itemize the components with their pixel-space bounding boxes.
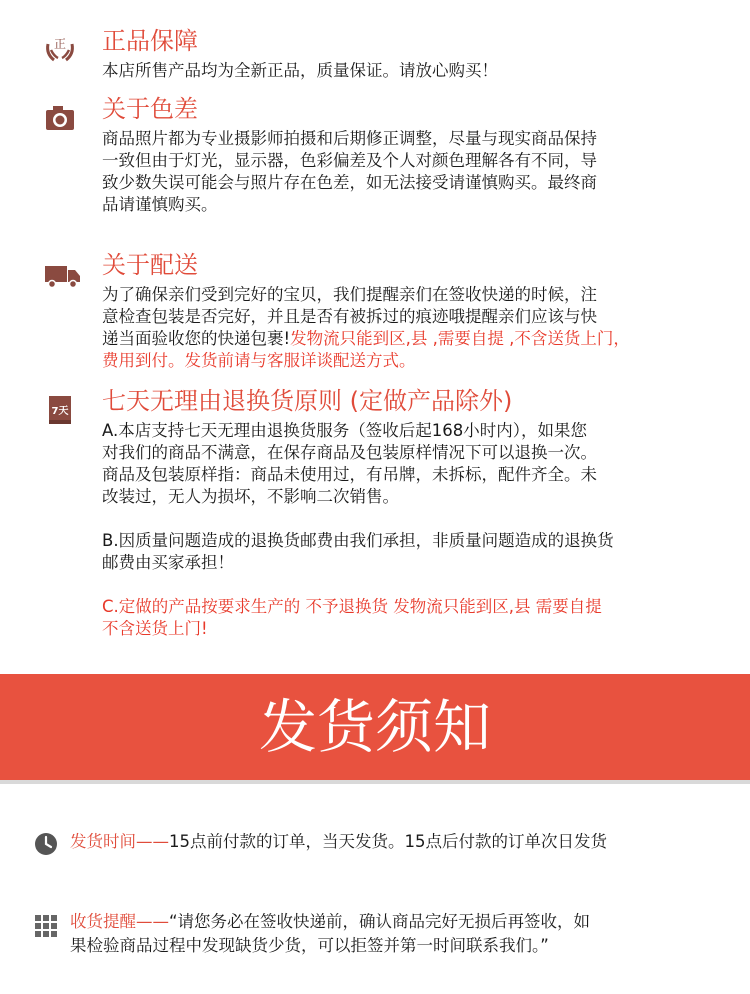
note-text: 15点前付款的订单，当天发货。15点后付款的订单次日发货: [169, 832, 607, 851]
section-title: 正品保障: [102, 27, 198, 55]
note-label: 发货时间——: [70, 832, 169, 851]
color-difference-section: [0, 92, 750, 242]
section-title: 七天无理由退换货原则 (定做产品除外): [102, 387, 513, 415]
warning-line: C.定做的产品按要求生产的 不予退换货 发物流只能到区,县 需要自提: [102, 597, 602, 616]
icon-label: 正: [53, 37, 67, 51]
body-line: A.本店支持七天无理由退换货服务（签收后起168小时内），如果您: [102, 421, 587, 440]
body-line: 致少数失误可能会与照片存在色差，如无法接受请谨慎购买。最终商: [102, 173, 597, 192]
body-text: 递当面验收您的快递包裹!: [102, 329, 291, 348]
section-body: [102, 284, 742, 372]
body-line: 改装过，无人为损坏，不影响二次销售。: [102, 487, 399, 506]
body-line: 本店所售产品均为全新正品，质量保证。请放心购买！: [102, 61, 498, 80]
banner-divider: [0, 780, 750, 784]
paragraph-c: [102, 596, 742, 640]
grid-icon: [34, 914, 58, 938]
section-body: [102, 128, 742, 216]
section-title: 关于色差: [102, 95, 198, 123]
warning-line: 费用到付。发货前请与客服详谈配送方式。: [102, 351, 416, 370]
note-line: [70, 910, 742, 934]
note-text: “请您务必在签收快递前，确认商品完好无损后再签收，如: [169, 912, 591, 931]
body-line: 对我们的商品不满意，在保存商品及包装原样情况下可以退换一次。: [102, 443, 597, 462]
truck-icon: [44, 258, 82, 290]
shipping-notice-banner: [0, 674, 750, 780]
paragraph-a: [102, 420, 742, 508]
body-line: B.因质量问题造成的退换货邮费由我们承担，非质量问题造成的退换货: [102, 531, 614, 550]
section-body: [102, 420, 742, 640]
body-line: 商品照片都为专业摄影师拍摄和后期修正调整，尽量与现实商品保持: [102, 129, 597, 148]
note-label: 收货提醒——: [70, 912, 169, 931]
shipping-time-note: [70, 830, 742, 854]
section-title: 关于配送: [102, 251, 198, 279]
banner-title: 发货须知: [258, 693, 491, 761]
section-body: [102, 60, 742, 82]
body-line: 为了确保亲们受到完好的宝贝，我们提醒亲们在签收快递的时候，注: [102, 285, 597, 304]
camera-icon: [44, 102, 76, 134]
clock-icon: [34, 832, 58, 856]
receipt-reminder-note: [70, 910, 742, 958]
paragraph-b: [102, 530, 742, 574]
body-line: 商品及包装原样指：商品未使用过，有吊牌，未拆标，配件齐全。未: [102, 465, 597, 484]
body-line: [102, 328, 742, 350]
body-line: 意检查包装是否完好，并且是否有被拆过的痕迹哦提醒亲们应该与快: [102, 307, 597, 326]
warning-line: 不含送货上门!: [102, 619, 208, 638]
icon-label: 7天: [51, 406, 69, 417]
delivery-section: [0, 248, 750, 378]
body-line: 一致但由于灯光，显示器，色彩偏差及个人对颜色理解各有不同，导: [102, 151, 597, 170]
note-text: 果检验商品过程中发现缺货少货，可以拒签并第一时间联系我们。”: [70, 936, 549, 955]
body-line: 品请谨慎购买。: [102, 195, 218, 214]
return-policy-section: [0, 384, 750, 664]
hands-genuine-icon: [44, 32, 76, 64]
body-line: 邮费由买家承担！: [102, 553, 234, 572]
seven-day-icon: [44, 394, 76, 426]
genuine-guarantee-section: [0, 0, 750, 90]
warning-text: 发物流只能到区,县 ,需要自提 ,不含送货上门，: [290, 329, 630, 348]
